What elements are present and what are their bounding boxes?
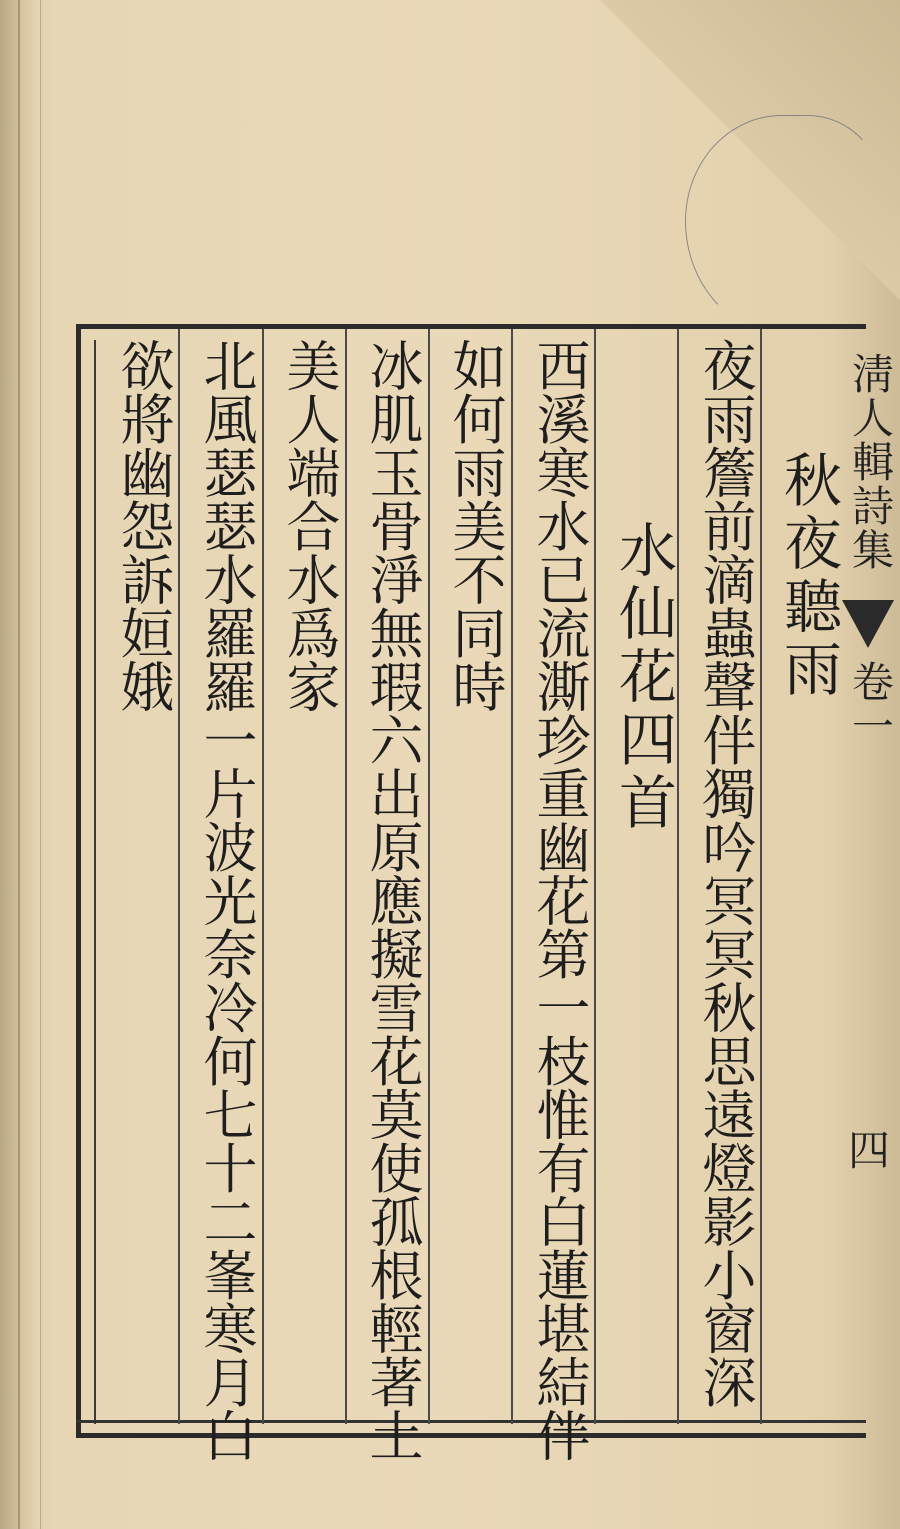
poem-line: 西溪寒水已流澌珍重幽花第一枝惟有白蓮堪結伴	[528, 338, 591, 1462]
poem-line: 美人端合水爲家	[278, 338, 341, 713]
poem-line: 夜雨簷前滴蟲聲伴獨吟冥冥秋思遠燈影小窗深	[694, 338, 757, 1408]
poem-line: 冰肌玉骨淨無瑕六出原應擬雪花莫使孤根輕著土	[361, 338, 424, 1462]
poem-line: 欲將幽怨訴姮娥	[112, 338, 175, 713]
poem-line: 如何雨美不同時	[444, 338, 507, 713]
book-spine	[0, 0, 41, 1529]
poem-title-narcissus: 水仙花四首	[609, 520, 677, 835]
pencil-mark	[685, 115, 887, 337]
fishtail-mark	[842, 600, 894, 648]
page-number: 四	[848, 1126, 891, 1175]
poem-title-autumn-rain: 秋夜聽雨	[774, 450, 842, 702]
poem-line: 北風瑟瑟水羅羅一片波光奈冷何七十二峯寒月白	[195, 338, 258, 1462]
volume-label: 卷一	[846, 660, 895, 748]
column-divider	[677, 329, 679, 1424]
spine-crease	[18, 0, 20, 1529]
book-title-margin: 淸人輯詩集	[846, 352, 895, 572]
